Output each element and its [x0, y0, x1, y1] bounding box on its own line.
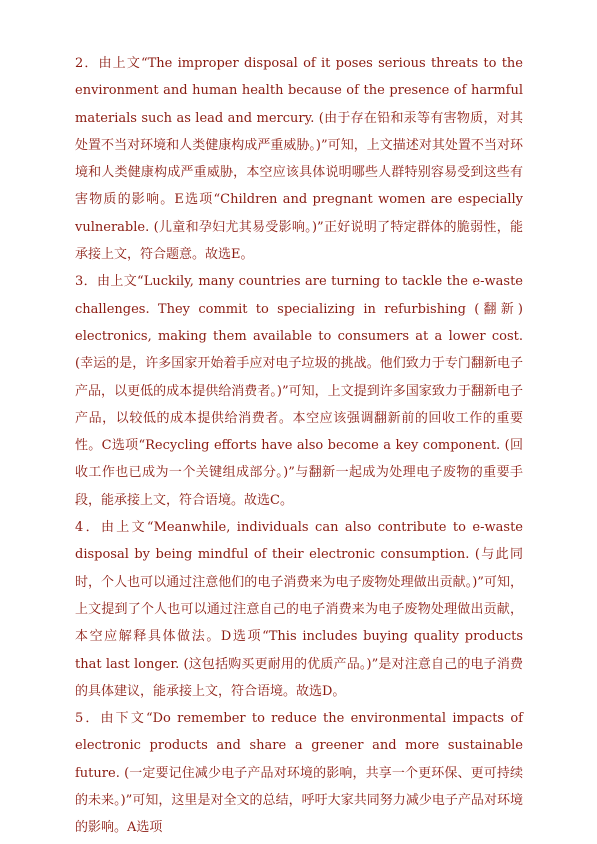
document-body — [75, 50, 523, 842]
answer-explanation-2 — [75, 50, 523, 268]
item-number: 2． — [75, 56, 99, 71]
answer-explanation-3 — [75, 268, 523, 514]
answer-explanation-5 — [75, 705, 523, 841]
item-number: 5． — [75, 711, 101, 727]
explanation-text: 由下文“Do remember to reduce the environmental impacts of electronic products and share a greener and more sustainable future. (一定要记住减少电子产品对环境的影响，共享一个更环保、更可持续的未来。)”可知，这里是对全文的总结，呼吁大家共同努力减少电子产品对环境的影响。A选项 — [75, 711, 523, 836]
explanation-text: 由上文“Meanwhile, individuals can also contribute to e-waste disposal by being mindful of their electronic consumption. (与此同时，个人也可以通过注意他们的电子消费来为电子废物处理做出贡献。)”可知，上文提到了个人也可以通过注意自己的电子消费来为电子废物处理做出贡献，本空应解释具体做法。D选项“This includes buying quality products that last longer. (这包括购买更耐用的优质产品。)”是对注意自己的电子消费的具体建议，能承接上文，符合语境。故选D。 — [75, 520, 523, 699]
item-number: 3． — [75, 274, 97, 290]
explanation-text: 由上文“Luckily, many countries are turning to tackle the e-waste challenges. They commit to specializing in refurbishing (翻新) electronics, making them available to consumers at a lower cost. (幸运的是，许多国家开始着手应对电子垃圾的挑战。他们致力于专门翻新电子产品，以更低的成本提供给消费者。)”可知，上文提到许多国家致力于翻新电子产品，以较低的成本提供给消费者。本空应该强调翻新前的回收工作的重要性。C选项“Recycling efforts have also become a key component. (回收工作也已成为一个关键组成部分。)”与翻新一起成为处理电子废物的重要手段，能承接上文，符合语境。故选C。 — [75, 274, 523, 508]
answer-explanation-4 — [75, 514, 523, 705]
item-number: 4． — [75, 520, 101, 536]
explanation-text: 由上文“The improper disposal of it poses serious threats to the environment and human health because of the presence of harmful materials such as lead and mercury. (由于存在铅和汞等有害物质，对其处置不当对环境和人类健康构成严重威胁。)”可知，上文描述对其处置不当对环境和人类健康构成严重威胁，本空应该具体说明哪些人群特别容易受到这些有害物质的影响。E选项“Children and pregnant women are especially vulnerable. (儿童和孕妇尤其易受影响。)”正好说明了特定群体的脆弱性，能承接上文，符合题意。故选E。 — [75, 56, 523, 263]
